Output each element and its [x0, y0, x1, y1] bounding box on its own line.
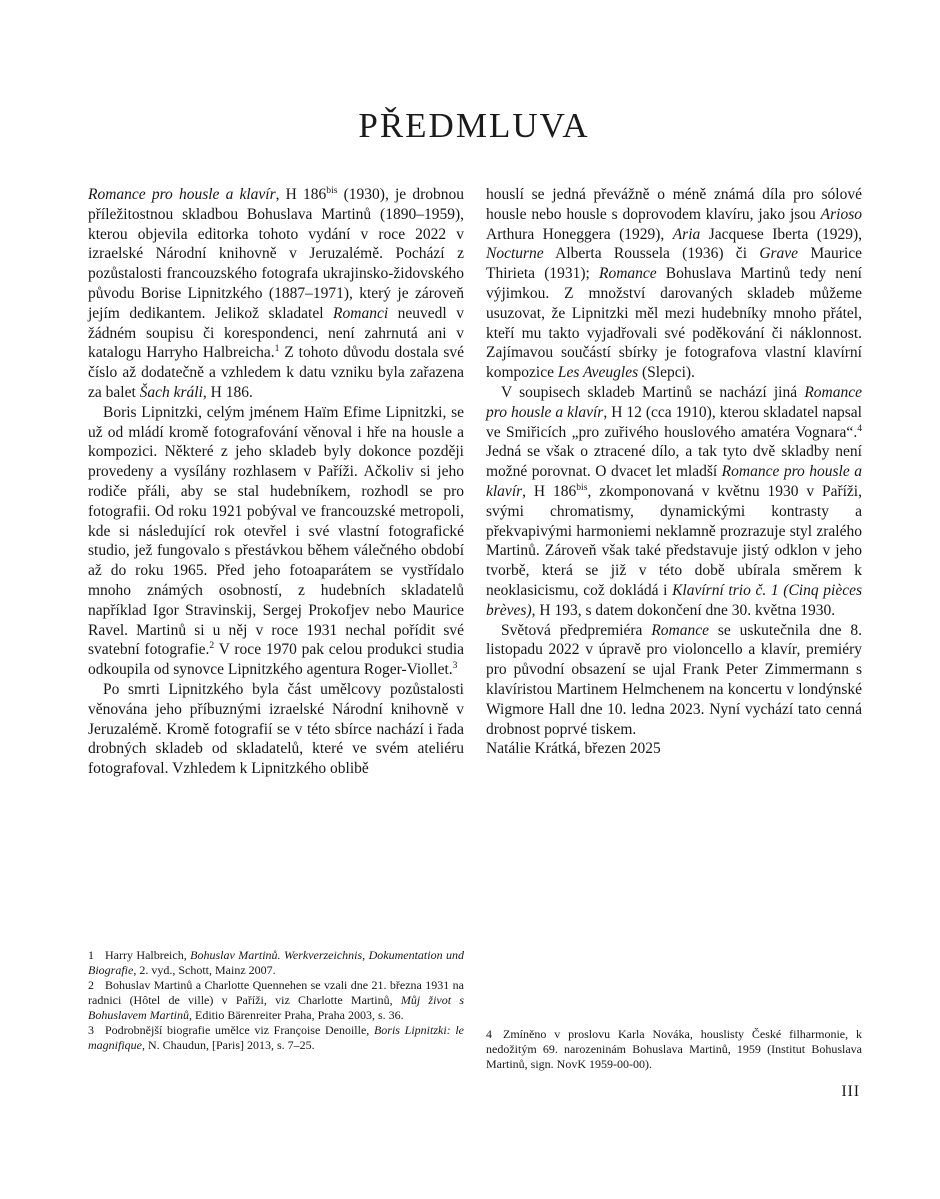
body-paragraph: Po smrti Lipnitzkého byla část umělcovy pozůstalosti věnována jeho příbuznými izraelské Národní knihovně v Jeruzalémě. Kromě fotografií se v této sbírce nachází i řada drobných skladeb od skladatelů, které ve svém ateliéru fotografoval. Vzhledem k Lipnitzkého oblibě — [88, 680, 464, 778]
footnote — [88, 1023, 464, 1053]
footnote-text: Harry Halbreich, Bohuslav Martinů. Werkverzeichnis, Dokumentation und Biografie, 2. vyd., Schott, Mainz 2007. — [88, 948, 464, 977]
left-column — [88, 185, 464, 779]
footnotes-left — [88, 948, 464, 1053]
footnote-number: 3 — [88, 1023, 94, 1037]
footnote-text: Zmíněno v proslovu Karla Nováka, houslisty České filharmonie, k nedožitým 69. narozeninám Bohuslava Martinů, 1959 (Institut Bohuslava Martinů, sign. NovK 1959-00-00). — [486, 1027, 862, 1071]
body-paragraph: Romance pro housle a klavír, H $186^{bis}$ (1930), je drobnou příležitostnou skladbou Bohuslava Martinů (1890–1959), kterou objevila editorka tohoto vydání v roce 2022 v izraelské Národní knihovně v Jeruzalémě. Pochází z pozůstalosti francouzského fotografa ukrajinsko-židovského původu Borise Lipnitzkého (1887–1971), který je zároveň jejím dedikantem. Jelikož skladatel Romanci neuvedl v žádném soupisu či korespondenci, není zahrnutá ani v katalogu Harryho Halbreicha.$^1$ Z tohoto důvodu dostala své číslo až dodatečně a vzhledem k datu vzniku byla zařazena za balet Šach králi, H 186. — [88, 184, 465, 401]
footnote — [88, 948, 464, 978]
footnote-text: Podrobnější biografie umělce viz Françoise Denoille, Boris Lipnitzki: le magnifique, N. Chaudun, [Paris] 2013, s. 7–25. — [88, 1023, 464, 1052]
page-title: PŘEDMLUVA — [358, 106, 590, 145]
body-paragraph: V soupisech skladeb Martinů se nachází jiná Romance pro housle a klavír, H 12 (cca 1910), kterou skladatel napsal ve Smiřicích „pro zuřivého houslového amatéra Vognara“.$^4$ Jedná se však o ztracené dílo, a tak tyto dvě skladby není možné porovnat. O dvacet let mladší Romance pro housle a klavír, H $186^{bis}$, zkomponovaná v květnu 1930 v Paříži, svými chromatismy, dynamickými kontrasty a překvapivými harmoniemi neklamně prozrazuje styl zralého Martinů. Zároveň však také představuje jistý odklon v jeho tvorbě, která se již v této době ubírala směrem k neoklasicismu, což dokládá i Klavírní trio č. 1 (Cinq pièces brèves), H 193, s datem dokončení dne 30. května 1930. — [486, 383, 863, 619]
footnote — [88, 978, 464, 1023]
footnote-text: Bohuslav Martinů a Charlotte Quennehen se vzali dne 21. března 1931 na radnici (Hôtel de ville) v Paříži, viz Charlotte Martinů, Můj život s Bohuslavem Martinů, Editio Bärenreiter Praha, Praha 2003, s. 36. — [88, 978, 464, 1022]
footnote-number: 2 — [88, 978, 94, 992]
body-paragraph: houslí se jedná převážně o méně známá díla pro sólové housle nebo housle s doprovodem klavíru, jako jsou Arioso Arthura Honeggera (1929), Aria Jacquese Iberta (1929), Nocturne Alberta Roussela (1936) či Grave Maurice Thirieta (1931); Romance Bohuslava Martinů tedy není výjimkou. Z množství darovaných skladeb můžeme usuzovat, že Lipnitzki měl mezi hudebníky mnoho přátel, kteří mu takto vyjadřovali své poděkování či náklonnost. Zajímavou součástí sbírky je fotografova vlastní klavírní kompozice Les Aveugles (Slepci). — [486, 186, 863, 382]
footnote — [486, 1027, 862, 1072]
right-column — [486, 185, 862, 759]
footnotes-right — [486, 1027, 862, 1072]
footnote-number: 4 — [486, 1027, 492, 1041]
page-number: III — [841, 1083, 860, 1100]
body-paragraph: Boris Lipnitzki, celým jménem Haïm Efime Lipnitzki, se už od mládí kromě fotografování věnoval i hře na housle a kompozici. Některé z jeho skladeb byly dokonce později provedeny a vysílány rozhlasem v Paříži. Ačkoliv si jeho rodiče přáli, aby se stal hudebníkem, rozhodl se pro fotografii. Od roku 1921 pobýval ve francouzské metropoli, kde si následující rok otevřel i své vlastní fotografické studio, jež fungovalo s přestávkou během válečného období až do roku 1965. Před jeho fotoaparátem se vystřídalo mnoho známých osobností, z hudebních skladatelů například Igor Stravinskij, Sergej Prokofjev nebo Maurice Ravel. Martinů si u něj v roce 1931 nechal pořídit své svatební fotografie.$^2$ V roce 1970 pak celou produkci studia odkoupila od synovce Lipnitzkého agentura Roger-Viollet.$^3$ — [88, 403, 465, 679]
body-paragraph: Světová předpremiéra Romance se uskutečnila dne 8. listopadu 2022 v úpravě pro violoncello a klavír, premiéry pro původní obsazení se ujal Frank Peter Zimmermann s klavíristou Martinem Helmchenem na koncertu v londýnské Wigmore Hall dne 10. ledna 2023. Nyní vychází tato cenná drobnost poprvé tiskem. — [486, 621, 862, 738]
author-signature: Natálie Krátká, březen 2025 — [486, 740, 661, 758]
footnote-number: 1 — [88, 948, 94, 962]
